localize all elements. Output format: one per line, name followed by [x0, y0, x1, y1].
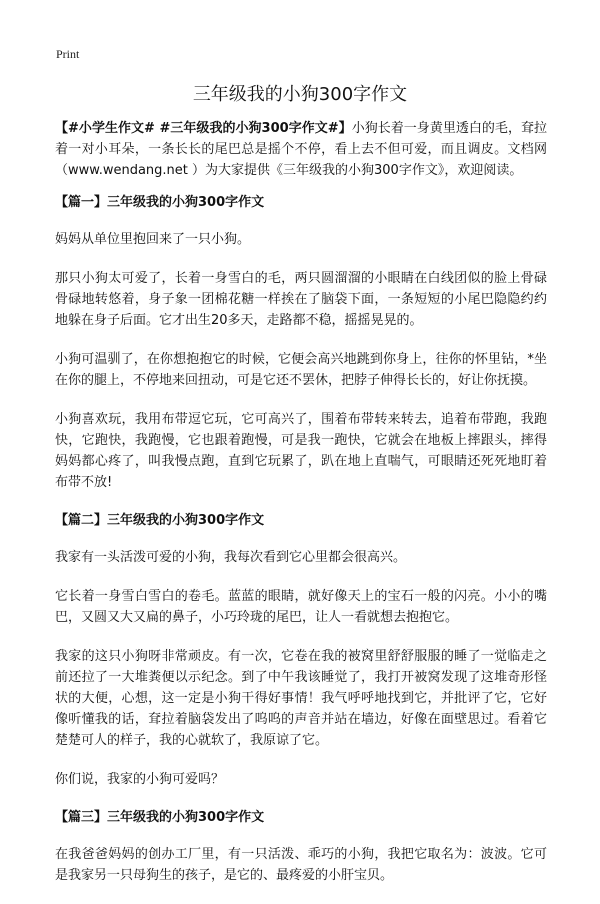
- paragraph: 你们说，我家的小狗可爱吗？: [55, 772, 225, 787]
- paragraph: 那只小狗太可爱了，长着一身雪白的毛，两只圆溜溜的小眼睛在白线团似的脸上骨碌骨碌地转悠着，身子象一团棉花糖一样挨在了脑袋下面，一条短短的小尾巴隐隐约约地躲在身子后面。它才出生20多天，走路都不稳，摇摇晃晃的。: [55, 271, 547, 328]
- paragraph: 妈妈从单位里抱回来了一只小狗。: [55, 232, 251, 247]
- section-heading-1: 【篇一】三年级我的小狗300字作文: [55, 195, 265, 210]
- section-heading-3: 【篇三】三年级我的小狗300字作文: [55, 810, 265, 825]
- print-label[interactable]: Print: [56, 47, 80, 61]
- intro-tags: 【#小学生作文# #三年级我的小狗300字作文#】: [55, 121, 352, 136]
- paragraph: 小狗可温驯了，在你想抱抱它的时候，它便会高兴地跳到你身上，往你的怀里钻，*坐在你的腿上，不停地来回扭动，可是它还不罢休，把脖子伸得长长的，好让你抚摸。: [55, 352, 547, 388]
- intro-text: 小狗长着一身黄里透白的毛，耷拉着一对小耳朵，一条长长的尾巴总是摇个不停，看上去不但可爱，而且调皮。文档网（www.wendang.net ）为大家提供《三年级我的小狗300字作文》，欢迎阅读。: [55, 121, 547, 178]
- paragraph: 它长着一身雪白雪白的卷毛。蓝蓝的眼睛，就好像天上的宝石一般的闪亮。小小的嘴巴，又圆又大又扁的鼻子，小巧玲珑的尾巴，让人一看就想去抱抱它。: [55, 589, 547, 625]
- page-title: 三年级我的小狗300字作文: [192, 84, 408, 105]
- paragraph: 在我爸爸妈妈的创办工厂里，有一只活泼、乖巧的小狗，我把它取名为：波波。它可是我家另一只母狗生的孩子，是它的、最疼爱的小肝宝贝。: [55, 847, 547, 883]
- paragraph: 小狗喜欢玩，我用布带逗它玩，它可高兴了，围着布带转来转去，追着布带跑，我跑快，它跑快，我跑慢，它也跟着跑慢，可是我一跑快，它就会在地板上摔跟头，摔得妈妈都心疼了，叫我慢点跑，直到它玩累了，趴在地上直喘气，可眼睛还死死地盯着布带不放!: [55, 412, 547, 490]
- paragraph: 我家有一头活泼可爱的小狗，我每次看到它心里都会很高兴。: [55, 550, 407, 565]
- section-heading-2: 【篇二】三年级我的小狗300字作文: [55, 513, 265, 528]
- paragraph: 我家的这只小狗呀非常顽皮。有一次，它卷在我的被窝里舒舒服服的睡了一觉临走之前还拉了一大堆粪便以示纪念。到了中午我该睡觉了，我打开被窝发现了这堆奇形怪状的大便，心想，这一定是小狗干得好事情！我气呼呼地找到它，并批评了它，它好像听懂我的话，耷拉着脑袋发出了呜呜的声音并站在墙边，好像在面壁思过。看着它楚楚可人的样子，我的心就软了，我原谅了它。: [55, 649, 547, 748]
- article-body: [55, 118, 547, 904]
- intro-paragraph: [55, 118, 547, 181]
